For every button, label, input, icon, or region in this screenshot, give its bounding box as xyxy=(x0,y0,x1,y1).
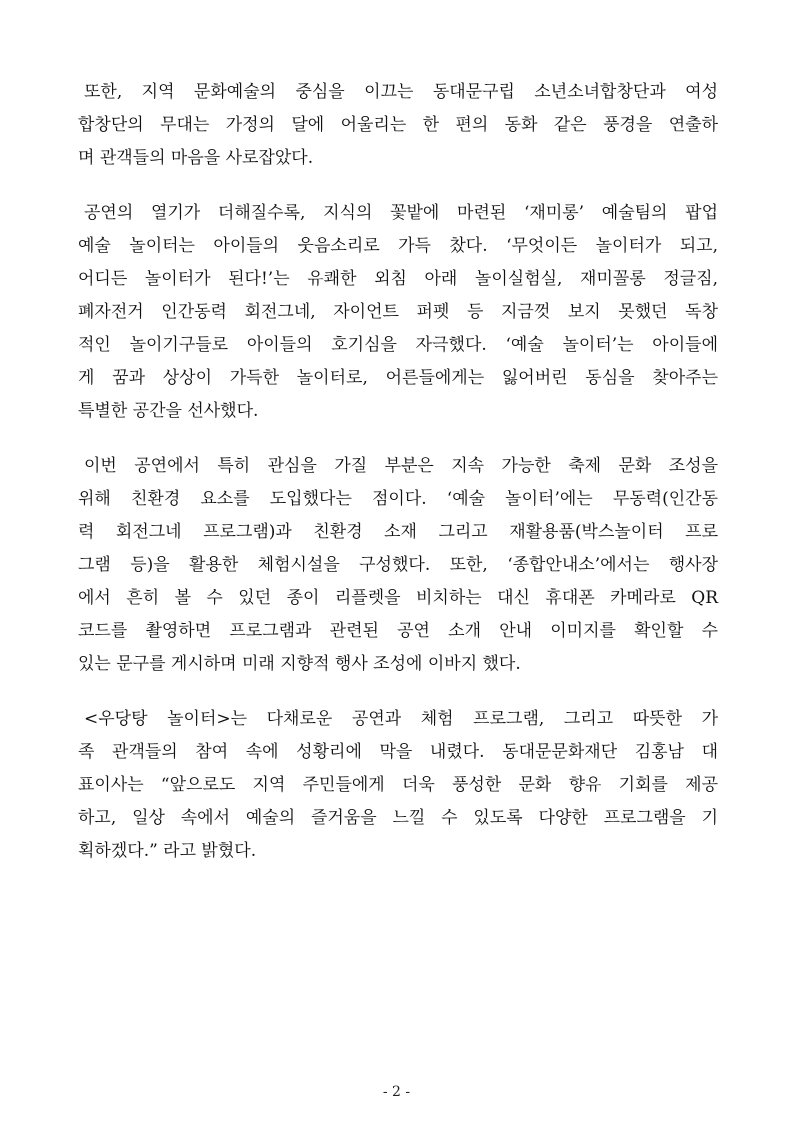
text-line: 획하겠다.” 라고 밝혔다. xyxy=(78,841,257,861)
text-line: 예술 놀이터는 아이들의 웃음소리로 가득 찼다. ‘무엇이든 놀이터가 되고, xyxy=(78,236,718,256)
text-line: 족 관객들의 참여 속에 성황리에 막을 내렸다. 동대문문화재단 김홍남 대 xyxy=(78,742,718,762)
text-line: 며 관객들의 마음을 사로잡았다. xyxy=(78,148,314,168)
text-line: 이번 공연에서 특히 관심을 가질 부분은 지속 가능한 축제 문화 조성을 xyxy=(84,456,718,476)
document-body xyxy=(78,76,718,890)
text-line: 어디든 놀이터가 된다!’는 유쾌한 외침 아래 놀이실험실, 재미꼴롱 정글짐, xyxy=(78,269,718,289)
text-line: <우당탕 놀이터>는 다채로운 공연과 체험 프로그램, 그리고 따뜻한 가 xyxy=(84,709,718,729)
text-line: 력 회전그네 프로그램)과 친환경 소재 그리고 재활용품(박스놀이터 프로 xyxy=(78,522,718,542)
paragraph xyxy=(78,197,718,428)
text-line: 에서 흔히 볼 수 있던 종이 리플렛을 비치하는 대신 휴대폰 카메라로 QR xyxy=(78,588,718,608)
paragraph xyxy=(78,76,718,175)
text-line: 공연의 열기가 더해질수록, 지식의 꽃밭에 마련된 ‘재미롱’ 예술팀의 팝업 xyxy=(84,203,718,223)
page-number: - 2 - xyxy=(382,1084,411,1100)
text-line: 게 꿈과 상상이 가득한 놀이터로, 어른들에게는 잃어버린 동심을 찾아주는 xyxy=(78,368,718,388)
text-line: 폐자전거 인간동력 회전그네, 자이언트 퍼펫 등 지금껏 보지 못했던 독창 xyxy=(78,302,718,322)
paragraph xyxy=(78,703,718,868)
text-line: 또한, 지역 문화예술의 중심을 이끄는 동대문구립 소년소녀합창단과 여성 xyxy=(84,82,718,102)
paragraph xyxy=(78,450,718,681)
text-line: 그램 등)을 활용한 체험시설을 구성했다. 또한, ‘종합안내소’에서는 행사장 xyxy=(78,555,718,575)
text-line: 합창단의 무대는 가정의 달에 어울리는 한 편의 동화 같은 풍경을 연출하 xyxy=(78,115,718,135)
text-line: 표이사는 “앞으로도 지역 주민들에게 더욱 풍성한 문화 향유 기회를 제공 xyxy=(78,775,718,795)
text-line: 있는 문구를 게시하며 미래 지향적 행사 조성에 이바지 했다. xyxy=(78,654,521,674)
text-line: 하고, 일상 속에서 예술의 즐거움을 느낄 수 있도록 다양한 프로그램을 기 xyxy=(78,808,718,828)
text-line: 위해 친환경 요소를 도입했다는 점이다. ‘예술 놀이터’에는 무동력(인간동 xyxy=(78,489,718,509)
text-line: 코드를 촬영하면 프로그램과 관련된 공연 소개 안내 이미지를 확인할 수 xyxy=(78,621,718,641)
text-line: 특별한 공간을 선사했다. xyxy=(78,401,259,421)
text-line: 적인 놀이기구들로 아이들의 호기심을 자극했다. ‘예술 놀이터’는 아이들에 xyxy=(78,335,718,355)
